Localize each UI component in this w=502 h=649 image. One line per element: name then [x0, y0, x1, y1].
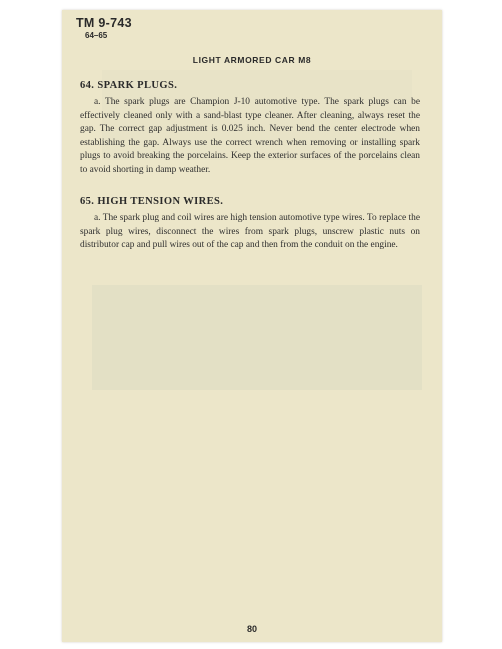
section-heading-high-tension-wires: 65. HIGH TENSION WIRES.: [80, 196, 224, 207]
page-number: 80: [246, 624, 257, 634]
manual-id: TM 9-743: [76, 16, 132, 30]
section-heading-spark-plugs: 64. SPARK PLUGS.: [80, 80, 178, 91]
section-paragraph-spark-plugs: a. The spark plugs are Champion J-10 automotive type. The spark plugs can be effectively cleaned only with a sand-blast type cleaner. After cleaning, always reset the gap. The correct gap adjustment is 0.025 inch. Never bend the center electrode when establishing the gap. Always use the correct wrench when removing or installing spark plugs to avoid breaking the porcelains. Keep the exterior surfaces of the porcelains clean to avoid shorting in damp weather.: [80, 97, 420, 175]
paper-stain: [92, 285, 422, 390]
section-range: 64–65: [85, 31, 108, 40]
document-page: [62, 10, 442, 642]
running-head: LIGHT ARMORED CAR M8: [192, 55, 312, 65]
section-paragraph-high-tension-wires: a. The spark plug and coil wires are high tension automotive type wires. To replace the spark plug wires, disconnect the wires from spark plugs, unscrew plastic nuts on distributor cap and pull wires out of the cap and then from the conduit on the engine.: [80, 213, 420, 251]
